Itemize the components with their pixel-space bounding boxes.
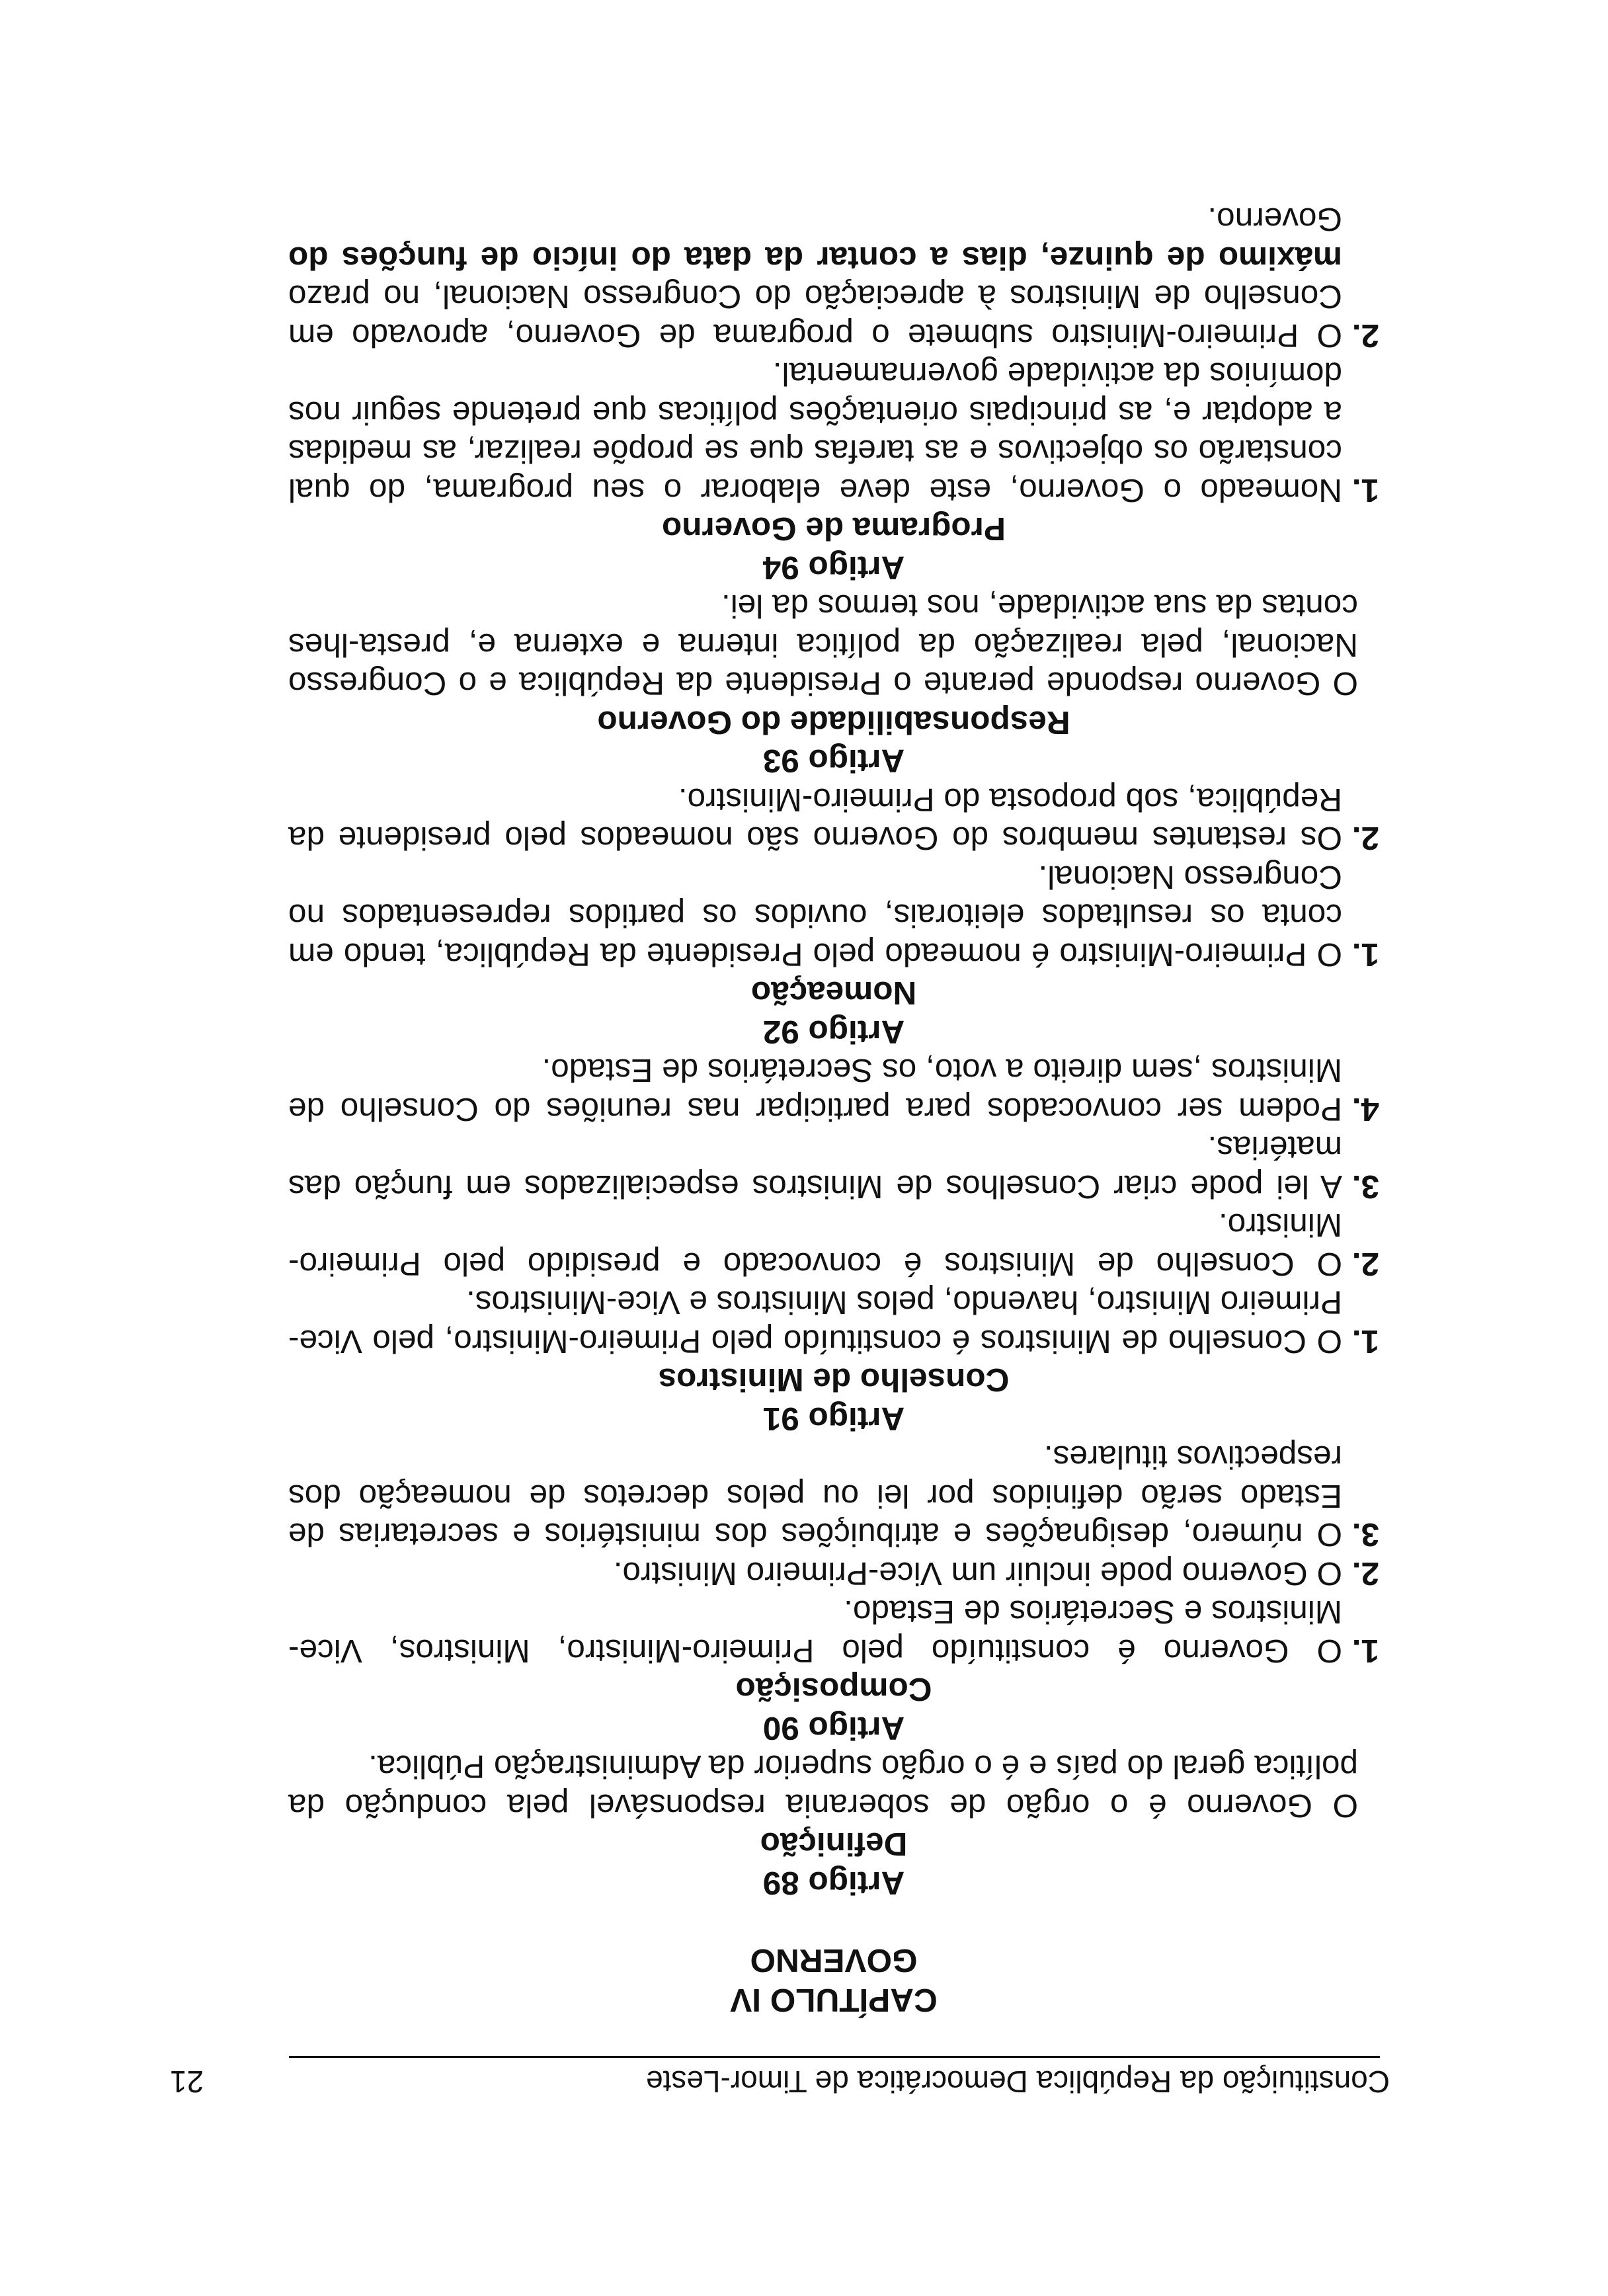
article-94-title: Programa de Governo <box>662 511 1006 548</box>
document-body <box>288 200 1379 2020</box>
article-91-item-4: 4.Podem ser convocados para participar nas reuniões do Conselho de Ministros ,sem direito a voto, os Secretários de Estado. <box>288 1052 1379 1128</box>
article-89-number: Artigo 89 <box>762 1865 905 1901</box>
article-90-number: Artigo 90 <box>762 1710 905 1746</box>
article-94-item-2: 2.O Primeiro-Ministro submete o programa de Governo, aprovado em Conselho de Ministros à apreciação do Congresso Nacional, no prazo máximo de quinze, dias a contar da data do início de funções do Governo. <box>288 201 1379 354</box>
article-92-item-1: 1.O Primeiro-Ministro é nomeado pelo Presidente da República, tendo em conta os resultados eleitorais, ouvidos os partidos representados no Congresso Nacional. <box>288 859 1379 973</box>
header-rule <box>289 2056 1380 2058</box>
article-92-title: Nomeação <box>750 975 917 1012</box>
article-91-item-3: 3.A lei pode criar Conselhos de Ministros especializados em função das matérias. <box>288 1129 1379 1205</box>
article-94-number: Artigo 94 <box>762 550 905 586</box>
chapter-label: CAPÍTULO IV <box>730 1982 938 2018</box>
article-89-title: Definição <box>760 1826 908 1863</box>
article-92-number: Artigo 92 <box>762 1014 905 1050</box>
article-93-title: Responsabilidade do Governo <box>597 704 1070 741</box>
article-92-item-2: 2.Os restantes membros do Governo são nomeados pelo presidente da República, sob proposta do Primeiro-Ministro. <box>288 782 1379 857</box>
article-91-number: Artigo 91 <box>762 1401 905 1437</box>
article-90-title: Composição <box>735 1671 932 1708</box>
article-90-item-1: 1.O Governo é constituído pelo Primeiro-Ministro, Ministros, Vice-Ministros e Secretários de Estado. <box>288 1594 1379 1669</box>
article-91-title: Conselho de Ministros <box>658 1362 1010 1399</box>
article-91-item-1: 1.O Conselho de Ministros é constituído pelo Primeiro-Ministro, pelo Vice-Primeiro Ministro, havendo, pelos Ministros e Vice-Ministros. <box>288 1284 1379 1360</box>
page-number: 21 <box>170 2065 204 2099</box>
header-title: Constituição da República Democrática de Timor-Leste <box>646 2065 1390 2099</box>
article-93-number: Artigo 93 <box>762 743 905 780</box>
article-93-text: O Governo responde perante o Presidente da República e o Congresso Nacional, pela realização da política interna e externa e, presta-lhes contas da sua actividade, nos termos da lei. <box>288 588 1358 702</box>
article-94-item-1: 1.Nomeado o Governo, este deve elaborar o seu programa, do qual constarão os objectivos e as tarefas que se propõe realizar, as medidas a adoptar e, as principais orientações políticas que pretende seguir nos domínios da actividade governamental. <box>288 356 1379 509</box>
article-89-text: O Governo é o orgão de soberania responsável pela condução da política geral do país e é o orgão superior da Administração Pública. <box>288 1748 1358 1824</box>
chapter-name: GOVERNO <box>750 1942 918 1979</box>
article-90-item-2: 2.O Governo pode incluir um Vice-Primeiro Ministro. <box>613 1555 1379 1592</box>
running-header <box>170 2055 1410 2101</box>
article-90-item-3: 3.O número, designações e atribuições dos ministérios e secretarias de Estado serão definidos por lei ou pelos decretos de nomeação dos respectivos titulares. <box>288 1439 1379 1553</box>
article-91-item-2: 2.O Conselho de Ministros é convocado e presidido pelo Primeiro-Ministro. <box>288 1207 1379 1282</box>
